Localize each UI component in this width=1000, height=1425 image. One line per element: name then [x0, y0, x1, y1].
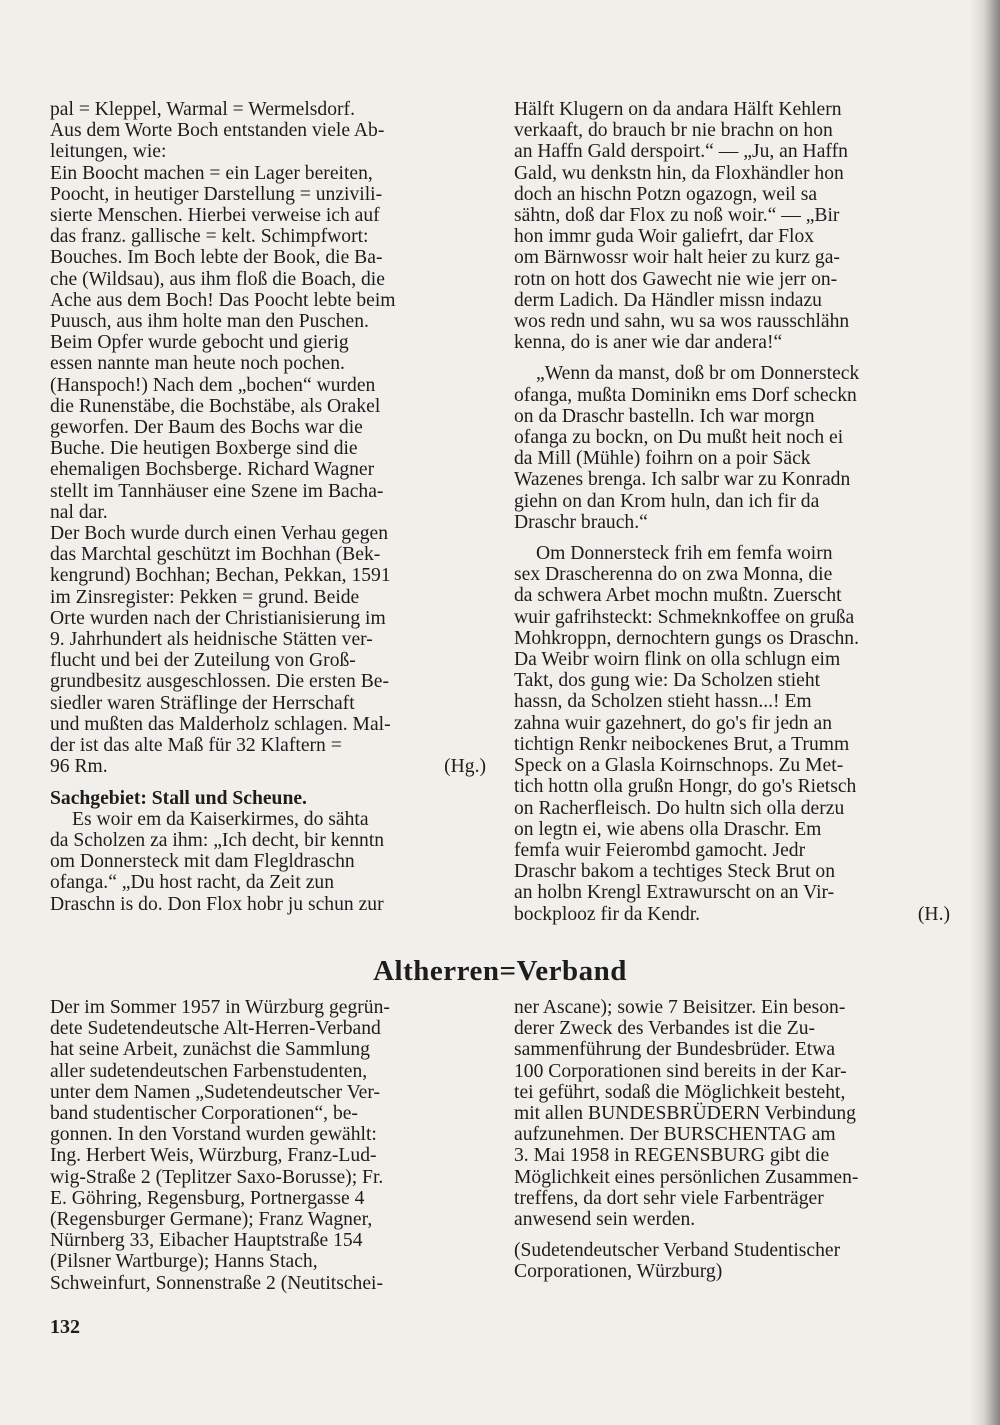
section-heading: Altherren=Verband [373, 955, 627, 987]
text-line: Bouches. Im Boch lebte der Book, die Ba- [50, 247, 383, 269]
text-line: sierte Menschen. Hierbei verweise ich auf [50, 205, 380, 227]
text-line: da Mill (Mühle) foihrn on a poir Säck [514, 448, 811, 470]
text-line: Takt, dos gung wie: Da Scholzen stieht [514, 670, 821, 692]
right-para-1 [514, 99, 950, 353]
left-bottom-column [50, 997, 490, 1294]
text-line: Der Boch wurde durch einen Verhau gegen [50, 523, 389, 545]
left-top-column [50, 99, 486, 915]
book-spine-shadow [970, 0, 1000, 1425]
text-line: Schweinfurt, Sonnenstraße 2 (Neutitschei- [50, 1272, 384, 1294]
text-line: im Zinsregister: Pekken = grund. Beide [50, 586, 360, 608]
text-line: band studentischer Corporationen“, be- [50, 1103, 358, 1125]
right-top-last-row [514, 904, 950, 925]
text-line: Buche. Die heutigen Boxberge sind die [50, 438, 358, 460]
text-line: da schwera Arbet mochn mußtn. Zuerscht [514, 585, 842, 607]
text-line: Aus dem Worte Boch entstanden viele Ab- [50, 120, 385, 142]
text-line: grundbesitz ausgeschlossen. Die ersten Be- [50, 671, 389, 693]
text-line: treffens, da dort sehr viele Farbenträger [514, 1187, 824, 1209]
text-line: on da Draschr bastelln. Ich war morgn [514, 405, 815, 427]
text-line: Der im Sommer 1957 in Würzburg gegrün- [50, 997, 390, 1018]
text-line: tichtign Renkr neibockenes Brut, a Trumm [514, 733, 850, 755]
text-line: Draschn is do. Don Flox hobr ju schun zur [50, 893, 384, 915]
text-line: Om Donnersteck frih em femfa woirn [536, 543, 833, 565]
text-line: Hälft Klugern on da andara Hälft Kehlern [514, 99, 842, 120]
text-line: das Marchtal geschützt im Bochhan (Bek- [50, 544, 381, 566]
text-line: die Runenstäbe, die Bochstäbe, als Orakel [50, 395, 381, 417]
text-line: on Racherfleisch. Do hultn sich olla derzu [514, 797, 845, 819]
text-line: sähtn, doß dar Flox zu noß woir.“ — „Bir [514, 205, 840, 227]
text-line: giehn on dan Krom huln, dan ich fir da [514, 490, 820, 512]
text-line: ner Ascane); sowie 7 Beisitzer. Ein beson- [514, 997, 846, 1018]
text-line: sammenführung der Bundesbrüder. Etwa [514, 1039, 836, 1061]
text-line: 100 Corporationen sind bereits in der Kar- [514, 1060, 847, 1082]
subheading-stall-scheune: Sachgebiet: Stall und Scheune. [50, 787, 307, 809]
text-line: zahna wuir gazehnert, do go's fir jedn an [514, 712, 832, 734]
text-line: Ache aus dem Boch! Das Poocht lebte beim [50, 289, 396, 311]
text-line: wuir gafrihsteckt: Schmeknkoffee on grußa [514, 606, 855, 628]
text-line: Draschr brauch.“ [514, 511, 648, 533]
story-start [50, 809, 486, 915]
text-line: Speck on a Glasla Koirnschnops. Zu Met- [514, 755, 844, 777]
text-line: essen nannte man heute noch pochen. [50, 353, 345, 375]
text-line: leitungen, wie: [50, 141, 167, 163]
text-line: Gald, wu denkstn hin, da Floxhändler hon [514, 162, 844, 184]
text-line: (Hanspoch!) Nach dem „bochen“ wurden [50, 374, 376, 396]
text-line: flucht und bei der Zuteilung von Groß- [50, 650, 356, 672]
text-line: Es woir em da Kaiserkirmes, do sähta [72, 808, 369, 830]
text-line: ehemaligen Bochsberge. Richard Wagner [50, 459, 375, 481]
text-line: anwesend sein werden. [514, 1209, 696, 1231]
text-line: (Regensburger Germane); Franz Wagner, [50, 1209, 373, 1231]
text-line: Nürnberg 33, Eibacher Hauptstraße 154 [50, 1230, 363, 1252]
text-line: on legtn ei, wie abens olla Draschr. Em [514, 818, 822, 840]
text-line: rotn on hott dos Gawecht nie wie jerr on- [514, 268, 838, 290]
right-bottom-column [514, 997, 954, 1283]
left-top-last-row [50, 756, 486, 777]
text-line: tei geführt, sodaß die Möglichkeit besteht, [514, 1081, 846, 1103]
text-line: kengrund) Bochhan; Bechan, Pekkan, 1591 [50, 565, 391, 587]
text-line: Beim Opfer wurde gebocht und gierig [50, 332, 349, 354]
text-line: derer Zweck des Verbandes ist die Zu- [514, 1018, 816, 1040]
text-line: Draschr bakom a techtiges Steck Brut on [514, 861, 836, 883]
text-line: (Pilsner Wartburge); Hanns Stach, [50, 1251, 318, 1273]
right-top-last-line: bockplooz fir da Kendr. [514, 903, 701, 925]
right-para-2 [514, 363, 950, 533]
right-para-3 [514, 543, 950, 903]
text-line: unter dem Namen „Sudetendeutscher Ver- [50, 1081, 381, 1103]
text-line: 3. Mai 1958 in REGENSBURG gibt die [514, 1145, 830, 1167]
text-line: ofanga zu bockn, on Du mußt heit noch ei [514, 427, 844, 449]
text-line: ofanga, mußta Dominikn ems Dorf scheckn [514, 384, 857, 406]
text-line: tich hottn olla grußn Hongr, do go's Rietsch [514, 776, 857, 798]
text-line: gonnen. In den Vorstand wurden gewählt: [50, 1124, 377, 1146]
text-line: wig-Straße 2 (Teplitzer Saxo-Borusse); Fr. [50, 1166, 384, 1188]
text-line: da Scholzen za ihm: „Ich decht, bir kenntn [50, 829, 385, 851]
text-line: om Donnersteck mit dam Flegldraschn [50, 851, 355, 873]
text-line: pal = Kleppel, Warmal = Wermelsdorf. [50, 99, 355, 120]
page-number: 132 [50, 1316, 80, 1338]
text-line: mit allen BUNDESBRÜDERN Verbindung [514, 1103, 856, 1125]
text-line: Ing. Herbert Weis, Würzburg, Franz-Lud- [50, 1145, 377, 1167]
text-line: femfa wuir Feierombd gamocht. Jedr [514, 839, 806, 861]
text-line: und mußten das Malderholz schlagen. Mal- [50, 713, 391, 735]
signature-h: (H.) [917, 903, 950, 925]
signature-hg: (Hg.) [444, 756, 486, 778]
text-line: kenna, do is aner wie dar andera!“ [514, 332, 783, 354]
text-line: ofanga.“ „Du host racht, da Zeit zun [50, 872, 334, 894]
verband-text-left [50, 997, 490, 1294]
text-line: aufzunehmen. Der BURSCHENTAG am [514, 1124, 836, 1146]
text-line: derm Ladich. Da Händler missn indazu [514, 289, 822, 311]
text-line: Möglichkeit eines persönlichen Zusammen- [514, 1166, 859, 1188]
text-line: an holbn Krengl Extrawurscht on an Vir- [514, 882, 835, 904]
text-line: hat seine Arbeit, zunächst die Sammlung [50, 1039, 370, 1061]
text-line: das franz. gallische = kelt. Schimpfwort: [50, 226, 369, 248]
text-line: verkaaft, do brauch br nie brachn on hon [514, 120, 833, 142]
text-line: wos redn und sahn, wu sa wos rausschlähn [514, 311, 850, 333]
text-line: stellt im Tannhäuser eine Szene im Bacha- [50, 480, 384, 502]
text-line: Poocht, in heutiger Darstellung = unzivili- [50, 183, 383, 205]
text-line: Mohkroppn, dernochtern gungs os Draschn. [514, 627, 860, 649]
text-line: Da Weibr woirn flink on olla schlugn eim [514, 649, 841, 671]
right-top-column [514, 99, 950, 925]
text-line: Corporationen, Würzburg) [514, 1261, 723, 1283]
verband-text-right [514, 997, 954, 1230]
text-line: hassn, da Scholzen stieht hassn...! Em [514, 691, 812, 713]
text-line: 9. Jahrhundert als heidnische Stätten ver- [50, 629, 373, 651]
left-top-last-line: 96 Rm. [50, 756, 108, 778]
text-line: nal dar. [50, 501, 108, 523]
left-top-text [50, 99, 486, 756]
source-note [514, 1240, 954, 1282]
text-line: om Bärnwossr woir halt heier zu kurz ga- [514, 247, 840, 269]
text-line: hon immr guda Woir galiefrt, dar Flox [514, 226, 815, 248]
text-line: Wazenes brenga. Ich salbr war zu Konradn [514, 469, 851, 491]
text-line: sex Drascherenna do on zwa Monna, die [514, 564, 833, 586]
text-line: siedler waren Sträflinge der Herrschaft [50, 692, 355, 714]
text-line: „Wenn da manst, doß br om Donnersteck [536, 363, 860, 385]
text-line: geworfen. Der Baum des Bochs war die [50, 417, 363, 439]
text-line: Puusch, aus ihm holte man den Puschen. [50, 311, 369, 333]
text-line: Ein Boocht machen = ein Lager bereiten, [50, 162, 373, 184]
text-line: (Sudetendeutscher Verband Studentischer [514, 1240, 841, 1262]
text-line: an Haffn Gald derspoirt.“ — „Ju, an Haffn [514, 141, 848, 163]
text-line: che (Wildsau), aus ihm floß die Boach, die [50, 268, 385, 290]
text-line: aller sudetendeutschen Farbenstudenten, [50, 1060, 368, 1082]
text-line: E. Göhring, Regensburg, Portnergasse 4 [50, 1187, 365, 1209]
text-line: der ist das alte Maß für 32 Klaftern = [50, 735, 342, 757]
text-line: Orte wurden nach der Christianisierung im [50, 607, 386, 629]
text-line: dete Sudetendeutsche Alt-Herren-Verband [50, 1018, 381, 1040]
text-line: doch an hischn Potzn ogazogn, weil sa [514, 183, 818, 205]
